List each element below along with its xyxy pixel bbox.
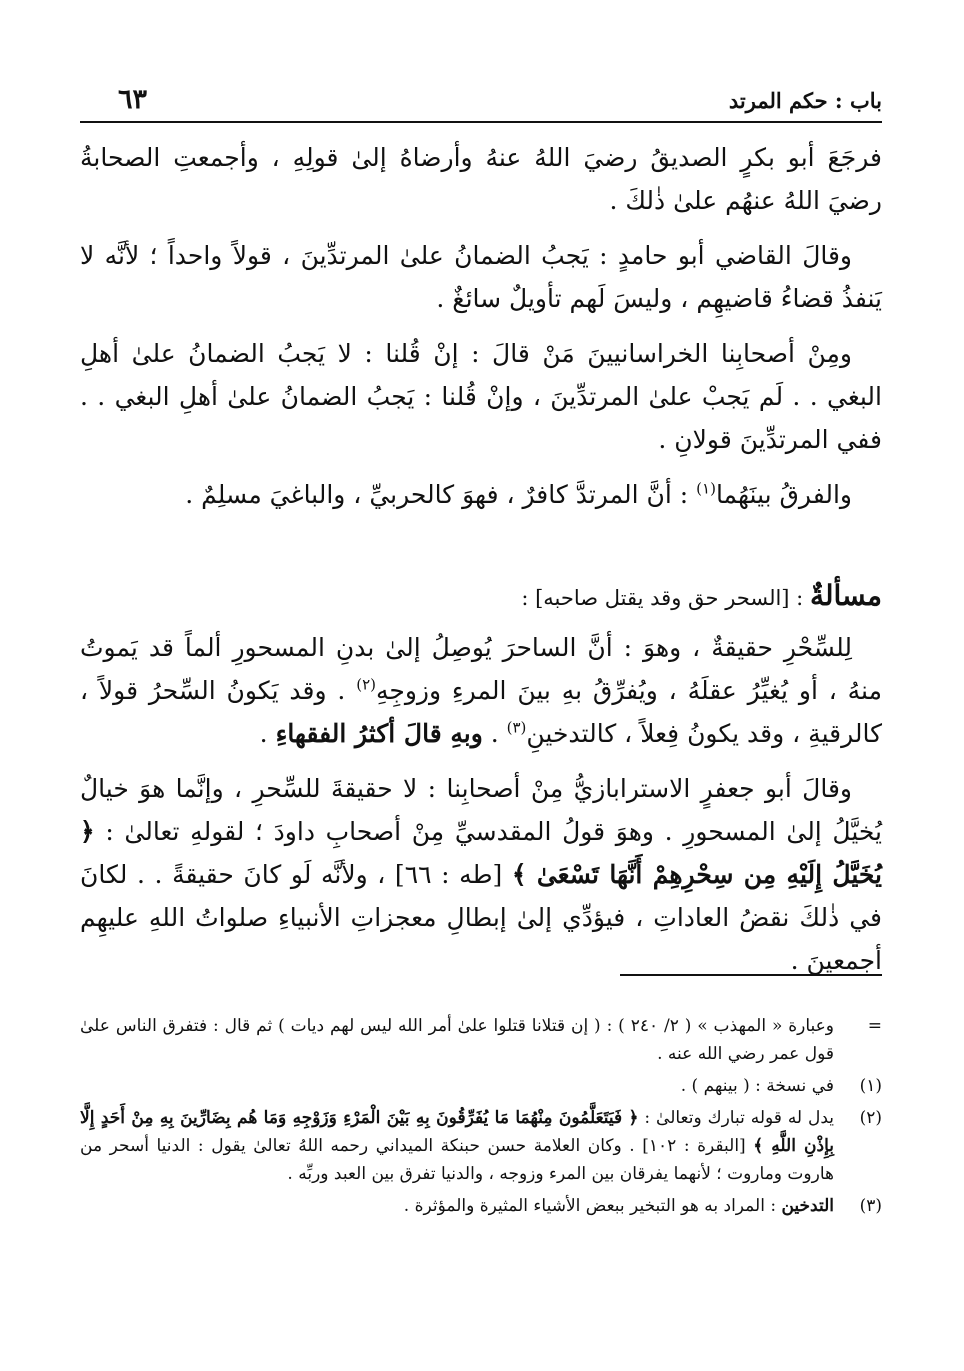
section-gap (80, 528, 882, 574)
running-title: باب : حكم المرتد (728, 88, 882, 113)
paragraph-4 (80, 473, 882, 516)
footnote-ref-3: (٣) (506, 718, 527, 737)
paragraph-5-text-b: . وقد يَكونُ السِّحرُ قولاً ، كالرقيةِ ، وقد يكونُ فِعلاً ، كالتدخينِ (80, 676, 882, 748)
heading-keyword: مسألةٌ (809, 579, 882, 612)
footnote-continuation (80, 1012, 882, 1068)
quran-verse: ﴿ يُخَيَّلُ إِلَيْهِ مِن سِحْرِهِمْ أَنَّهَا تَسْعَىٰ ﴾ (80, 817, 882, 889)
paragraph-2: وقالَ القاضي أبو حامدٍ : يَجبُ الضمانُ علىٰ المرتدِّينَ ، قولاً واحداً ؛ لأنَّه لا يَنفذُ قضاءُ قاضيهِم ، وليسَ لَهم تأويلٌ سائغٌ . (80, 241, 882, 313)
footnote-2-text-a: يدل له قوله تبارك وتعالىٰ : (638, 1108, 835, 1128)
paragraph-4-text-b: : أنَّ المرتدَّ كافرٌ ، فهوَ كالحربيِّ ، والباغيَ مسلِمٌ . (185, 480, 697, 509)
main-text (80, 136, 882, 994)
section-heading (80, 574, 882, 620)
page-header (80, 84, 882, 116)
paragraph-5-end: . (259, 719, 276, 748)
paragraph-5 (80, 626, 882, 755)
paragraph-6 (80, 767, 882, 982)
footnote-3-text: : المراد به هو التبخير ببعض الأشياء المثيرة والمؤثرة . (403, 1196, 782, 1216)
paragraph-5-bold: وبهِ قالَ أكثرُ الفقهاءِ (275, 719, 483, 748)
footnote-3 (80, 1192, 882, 1220)
footnote-2-quran: ﴿ فَيَتَعَلَّمُونَ مِنْهُمَا مَا يُفَرِّقُونَ بِهِ بَيْنَ الْمَرْءِ وَزَوْجِهِ وَمَا هُم بِضَارِّينَ بِهِ مِنْ أَحَدٍ إِلَّا بِإِذْنِ اللَّهِ ﴾ (80, 1108, 834, 1156)
paragraph-4-text-a: والفرقُ بينَهُما (715, 480, 852, 509)
paragraph-3: ومِنْ أصحابِنا الخراسانيينَ مَنْ قالَ : إنْ قُلنا : لا يَجبُ الضمانُ علىٰ أهلِ البغي . . لَم يَجبْ علىٰ المرتدِّينَ ، وإنْ قُلنا : يَجبُ الضمانُ علىٰ أهلِ البغي . . ففي المرتدِّينَ قولانِ . (80, 339, 882, 454)
footnote-2-body (80, 1104, 834, 1188)
footnote-3-mark: (٣) (859, 1196, 882, 1216)
paragraph-5-text-a: لِلسِّحْرِ حقيقةٌ ، وهوَ : أنَّ الساحرَ يُوصِلُ إلىٰ بدنِ المسحورِ ألماً قد يَموتُ منهُ ، أو يُغيِّرُ عقلَهُ ، ويُفرِّقُ بهِ بينَ المرءِ وزوجِهِ (80, 633, 882, 705)
footnote-2-text-b: [البقرة : ١٠٢] . وكان العلامة حسن حبنكة الميداني رحمه اللهُ تعالىٰ يقول : الدنيا أسحر من هاروت وماروت ؛ لأنهما يفرقان بين المرء وزوجه ، والدنيا تفرق بين العبد وربِّه . (80, 1136, 834, 1184)
footnote-ref-1: (١) (696, 479, 716, 498)
paragraph-6-text-b: [طه : ٦٦] ، ولأنَّه لَو كانَ حقيقةً . . لكانَ في ذٰلكَ نقضُ العاداتِ ، فيؤدِّي إلىٰ إبطالِ معجزاتِ الأنبياءِ صلواتُ اللهِ عليهِم أجمعينَ . (80, 860, 882, 975)
footnotes (80, 1012, 882, 1224)
paragraph-5-text-c: . (482, 719, 507, 748)
footnote-1 (80, 1072, 882, 1100)
footnote-1-text: في نسخة : ( بينهم ) . (680, 1076, 834, 1096)
paragraph-6-text-a: وقالَ أبو جعفرٍ الاسترابازيُّ مِنْ أصحابِنا : لا حقيقةَ للسِّحرِ ، وإنَّما هوَ خيالٌ يُخيَّلُ إلىٰ المسحورِ . وهوَ قولُ المقدسيِّ مِنْ أصحابِ داودَ ؛ لقولهِ تعالىٰ : (80, 774, 882, 846)
header-rule (80, 121, 882, 123)
footnote-2-mark: (٢) (859, 1108, 882, 1128)
footnote-3-body (80, 1192, 834, 1220)
page-number: ٦٣ (118, 84, 148, 115)
paragraph-1: فرجَعَ أبو بكرٍ الصديقُ رضيَ اللهُ عنهُ وأرضاهُ إلىٰ قولِهِ ، وأجمعتِ الصحابةُ رضيَ اللهُ عنهُم علىٰ ذٰلكَ . (80, 143, 882, 215)
footnote-2 (80, 1104, 882, 1188)
heading-subtitle: : [السحر حق وقد يقتل صاحبه] : (521, 586, 810, 610)
footnote-cont-text: وعبارة « المهذب » ( ٢/ ٢٤٠ ) : ( إن قتلانا قتلوا علىٰ أمر الله ليس لهم ديات ) ثم قال : فتفرق الناس علىٰ قول عمر رضي الله عنه . (80, 1016, 835, 1064)
footnote-cont-mark: = (867, 1016, 882, 1036)
footnote-3-term: التدخين (781, 1196, 834, 1216)
footnote-rule (620, 974, 882, 976)
footnote-ref-2: (٢) (356, 675, 376, 694)
footnote-1-mark: (١) (859, 1076, 882, 1096)
